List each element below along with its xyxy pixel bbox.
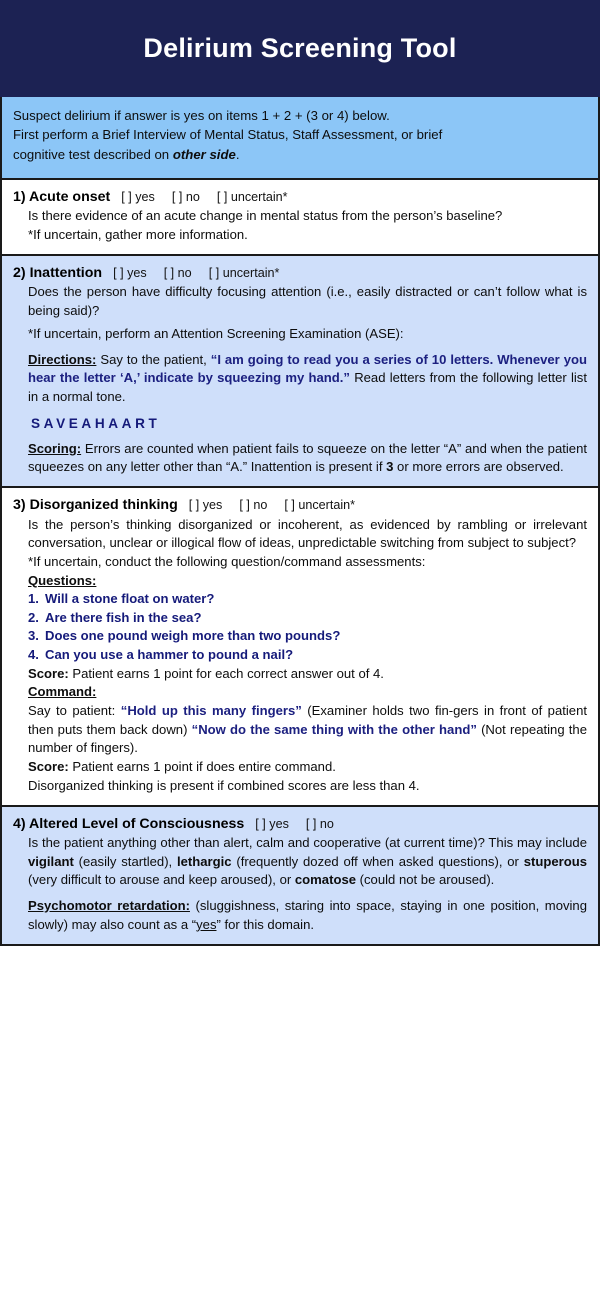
item-2-header	[13, 264, 587, 282]
item-2-directions-label: Directions:	[28, 351, 97, 367]
item-2-directions-pre: Say to the patient,	[96, 351, 211, 367]
item-1-number: 1)	[13, 189, 26, 205]
item-3-score-label-2: Score:	[28, 759, 69, 775]
item-3-score-questions	[13, 665, 587, 684]
item-2-checkbox-no[interactable]: [ ] no	[163, 265, 192, 280]
list-item	[28, 627, 587, 646]
item-2-inattention	[0, 256, 600, 488]
intro-other-side-emphasis: other side	[172, 146, 236, 162]
item-3-checkbox-yes[interactable]: [ ] yes	[188, 498, 223, 513]
item-4-question	[13, 834, 587, 890]
question-number: 4.	[28, 647, 39, 663]
item-3-options	[189, 498, 355, 512]
item-3-disorganized-thinking	[0, 488, 600, 806]
item-3-command-quote-1: “Hold up this many fingers”	[120, 702, 302, 718]
item-1-acute-onset	[0, 180, 600, 256]
item-4-title: Altered Level of Consciousness	[29, 815, 245, 832]
question-number: 3.	[28, 628, 39, 644]
item-1-note: *If uncertain, gather more information.	[28, 227, 248, 243]
item-3-header	[13, 496, 587, 514]
item-3-score-text-2: Patient earns 1 point if does entire command.	[68, 759, 336, 775]
item-3-conclusion: Disorganized thinking is present if combined scores are less than 4.	[28, 777, 420, 793]
item-1-checkbox-yes[interactable]: [ ] yes	[121, 190, 155, 204]
item-3-checkbox-uncertain[interactable]: [ ] uncertain*	[284, 498, 356, 513]
item-3-score-label-1: Score:	[28, 665, 69, 681]
item-1-checkbox-uncertain[interactable]: [ ] uncertain*	[216, 190, 288, 204]
item-3-checkbox-no[interactable]: [ ] no	[239, 498, 268, 513]
item-4-question-p4: (very difficult to arouse and keep aroused), or	[28, 872, 295, 888]
item-2-scoring	[13, 440, 587, 477]
item-2-number: 2)	[13, 264, 26, 281]
item-2-letter-list: SAVEAHAART	[31, 415, 161, 431]
item-4-term-vigilant: vigilant	[28, 853, 74, 869]
item-2-checkbox-uncertain[interactable]: [ ] uncertain*	[208, 265, 280, 280]
item-3-score-command	[13, 758, 587, 777]
list-item	[28, 590, 587, 609]
item-1-title: Acute onset	[29, 189, 111, 205]
item-2-question: Does the person have difficulty focusing attention (i.e., easily distracted or can’t follow what is being said)?	[28, 284, 587, 319]
intro-instructions-band	[0, 97, 600, 180]
item-4-checkbox-no[interactable]: [ ] no	[305, 816, 334, 831]
item-2-directions-post: Read letters from the following letter list in a normal tone.	[28, 370, 587, 404]
item-1-question: Is there evidence of an acute change in mental status from the person’s baseline?	[28, 208, 503, 224]
question-text: Will a stone float on water?	[45, 591, 215, 607]
item-3-command-post: (Not repeating the number of fingers).	[28, 721, 587, 756]
item-2-checkbox-yes[interactable]: [ ] yes	[113, 265, 147, 280]
item-2-directions-quote: “I am going to read you a series of 10 letters. Whenever you hear the letter ‘A,’ indicate by squeezing my hand.”	[28, 351, 588, 386]
list-item	[28, 646, 587, 665]
item-3-command-mid: (Examiner holds two fin-gers in front of patient then puts them back down)	[28, 702, 587, 737]
item-2-scoring-threshold: 3	[386, 459, 394, 475]
question-number: 1.	[28, 591, 39, 607]
item-2-title: Inattention	[29, 264, 103, 281]
question-number: 2.	[28, 609, 39, 625]
item-4-header	[13, 815, 587, 833]
item-4-term-comatose: comatose	[294, 872, 357, 888]
item-4-question-p1: Is the patient anything other than alert, calm and cooperative (at current time)? This may include	[28, 834, 587, 850]
item-3-command-quote-2: “Now do the same thing with the other hand”	[191, 721, 477, 737]
item-1-options	[121, 190, 287, 204]
item-3-number: 3)	[13, 497, 26, 514]
item-2-scoring-post: or more errors are observed.	[393, 459, 564, 475]
question-text: Does one pound weigh more than two pounds?	[45, 628, 341, 644]
intro-line-2: First perform a Brief Interview of Mental Status, Staff Assessment, or brief	[13, 127, 443, 143]
item-3-score-text-1: Patient earns 1 point for each correct answer out of 4.	[68, 665, 384, 681]
item-1-header	[13, 188, 587, 206]
item-2-options	[113, 266, 279, 280]
list-item	[28, 609, 587, 628]
intro-line-3-post: .	[235, 146, 240, 162]
item-4-psychomotor-pre: (sluggishness, staring into space, staying in one position, moving slowly) may also count as a “	[28, 898, 587, 932]
item-4-checkbox-yes[interactable]: [ ] yes	[255, 816, 289, 831]
item-4-term-lethargic: lethargic	[177, 853, 232, 869]
item-2-scoring-label: Scoring:	[28, 440, 82, 456]
item-4-psychomotor-yes: yes	[196, 916, 217, 932]
intro-line-3-pre: cognitive test described on	[13, 146, 173, 162]
item-2-directions	[13, 351, 587, 407]
item-3-title: Disorganized thinking	[29, 497, 178, 514]
question-text: Are there fish in the sea?	[45, 609, 202, 625]
intro-line-1: Suspect delirium if answer is yes on items 1 + 2 + (3 or 4) below.	[13, 108, 390, 123]
item-4-options	[255, 817, 334, 831]
item-3-questions-list	[13, 590, 587, 664]
item-4-question-p5: (could not be aroused).	[356, 872, 495, 888]
page-title: Delirium Screening Tool	[143, 33, 457, 63]
item-4-psychomotor-post: ” for this domain.	[216, 916, 315, 932]
item-4-psychomotor-label: Psychomotor retardation:	[28, 898, 190, 914]
item-3-note: *If uncertain, conduct the following question/command assessments:	[28, 554, 426, 570]
item-4-altered-level-of-consciousness	[0, 807, 600, 946]
question-text: Can you use a hammer to pound a nail?	[45, 647, 294, 663]
item-3-command-pre: Say to patient:	[28, 702, 121, 718]
item-2-scoring-pre: Errors are counted when patient fails to squeeze on the letter “A” and when the patient squeezes on any letter other than “A.” Inattention is present if	[28, 440, 587, 475]
item-3-command-body	[13, 702, 587, 758]
title-banner	[0, 0, 600, 97]
item-4-number: 4)	[13, 815, 26, 832]
item-3-questions-label: Questions:	[28, 572, 97, 588]
item-1-checkbox-no[interactable]: [ ] no	[171, 190, 200, 204]
item-4-question-p2: (easily startled),	[73, 853, 177, 869]
item-2-note: *If uncertain, perform an Attention Screening Examination (ASE):	[28, 325, 404, 341]
item-3-command-label: Command:	[28, 684, 97, 700]
intro-line-3	[13, 145, 587, 164]
item-3-question: Is the person’s thinking disorganized or incoherent, as evidenced by rambling or irrelevant conversation, unclear or illogical flow of ideas, unpredictable switching from subject to subject?	[28, 516, 587, 551]
item-4-term-stuperous: stuperous	[523, 853, 587, 869]
item-4-question-p3: (frequently dozed off when asked questions), or	[231, 853, 524, 869]
item-4-psychomotor	[13, 897, 587, 934]
